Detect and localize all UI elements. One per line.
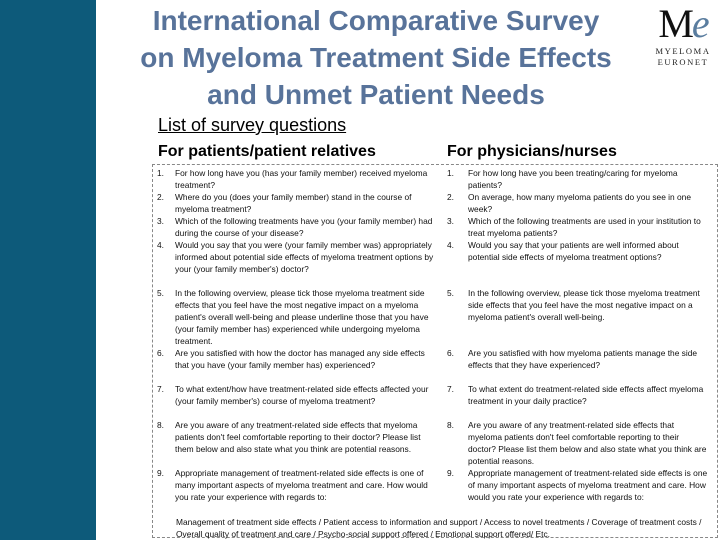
question-number: 6. bbox=[157, 348, 164, 358]
myeloma-euronet-logo bbox=[646, 2, 720, 74]
question-number: 9. bbox=[447, 468, 454, 478]
question-text: To what extent do treatment-related side effects affect myeloma treatment in your daily practice? bbox=[468, 384, 704, 406]
question-number: 7. bbox=[157, 384, 164, 394]
title-line-3: and Unmet Patient Needs bbox=[207, 79, 545, 110]
question-text: Appropriate management of treatment-related side effects is one of many important aspects of myeloma treatment and care. How would you rate your experience with regards to: bbox=[468, 468, 708, 502]
question-text: Where do you (does your family member) stand in the course of myeloma treatment? bbox=[175, 192, 412, 214]
left-sidebar-band bbox=[0, 0, 96, 540]
logo-mark bbox=[646, 2, 720, 46]
question-text: Which of the following treatments have you (your family member) had during the course of your disease? bbox=[175, 216, 433, 238]
question-number: 8. bbox=[447, 420, 454, 430]
question-number: 8. bbox=[157, 420, 164, 430]
logo-mark-m: M bbox=[658, 1, 692, 46]
section-subtitle: List of survey questions bbox=[158, 115, 347, 135]
question-number: 3. bbox=[157, 216, 164, 226]
question-number: 5. bbox=[447, 288, 454, 298]
question-number: 6. bbox=[447, 348, 454, 358]
question-text: In the following overview, please tick those myeloma treatment side effects that you feel have the most negative impact on a myeloma patient's overall well-being and please underline those that you have (your family member has) experienced while undergoing myeloma treatment. bbox=[175, 288, 429, 346]
question-text: Appropriate management of treatment-related side effects is one of many important aspects of myeloma treatment and care. How would you rate your experience with regards to: bbox=[175, 468, 428, 502]
question-text: Are you aware of any treatment-related side effects that myeloma patients don't feel comfortable reporting to their doctor? Please list them below and also state what you think are potential reasons. bbox=[175, 420, 421, 454]
question-text: Which of the following treatments are used in your institution to treat myeloma patients? bbox=[468, 216, 701, 238]
question-text: In the following overview, please tick those myeloma treatment side effects that you feel have the most negative impact on a myeloma patient's overall well-being. bbox=[468, 288, 700, 322]
question-text: Are you satisfied with how myeloma patients manage the side effects that they have experienced? bbox=[468, 348, 698, 370]
question-number: 5. bbox=[157, 288, 164, 298]
title-line-1: International Comparative Survey bbox=[152, 5, 600, 36]
page-title bbox=[96, 2, 656, 113]
question-text: Would you say that your patients are well informed about potential side effects of myeloma treatment options? bbox=[468, 240, 679, 262]
question-text: On average, how many myeloma patients do you see in one week? bbox=[468, 192, 691, 214]
question-text: Are you satisfied with how the doctor has managed any side effects that you have (your family member has) experienced? bbox=[175, 348, 425, 370]
question-number: 2. bbox=[157, 192, 164, 202]
question-number: 1. bbox=[157, 168, 164, 178]
question-text: For how long have you (has your family member) received myeloma treatment? bbox=[175, 168, 428, 190]
question-number: 3. bbox=[447, 216, 454, 226]
question-text: To what extent/how have treatment-related side effects affected your (your family member's) course of myeloma treatment? bbox=[175, 384, 429, 406]
question-number: 2. bbox=[447, 192, 454, 202]
physicians-column-heading: For physicians/nurses bbox=[447, 143, 617, 160]
rating-aspects-list: Management of treatment side effects / Patient access to information and support / Access to novel treatments / Coverage of treatment costs / Overall quality of treatment and care / Psycho-social support offered / Emotional support offered/ Etc. bbox=[176, 517, 702, 539]
question-text: Are you aware of any treatment-related side effects that myeloma patients don't feel comfortable reporting to their doctor? Please list them below and also state what you think are potential reasons. bbox=[468, 420, 707, 466]
question-number: 4. bbox=[157, 240, 164, 250]
question-number: 7. bbox=[447, 384, 454, 394]
question-text: For how long have you been treating/caring for myeloma patients? bbox=[468, 168, 678, 190]
question-number: 9. bbox=[157, 468, 164, 478]
title-line-2: on Myeloma Treatment Side Effects bbox=[140, 42, 612, 73]
question-number: 1. bbox=[447, 168, 454, 178]
logo-mark-e: e bbox=[691, 1, 708, 46]
question-number: 4. bbox=[447, 240, 454, 250]
logo-text-line-2: EURONET bbox=[657, 57, 709, 67]
patients-column-heading: For patients/patient relatives bbox=[158, 143, 376, 160]
question-text: Would you say that you were (your family member was) appropriately informed about potential side effects of myeloma treatment options by your (your family member's) doctor? bbox=[175, 240, 434, 274]
logo-text-line-1: MYELOMA bbox=[655, 46, 711, 56]
